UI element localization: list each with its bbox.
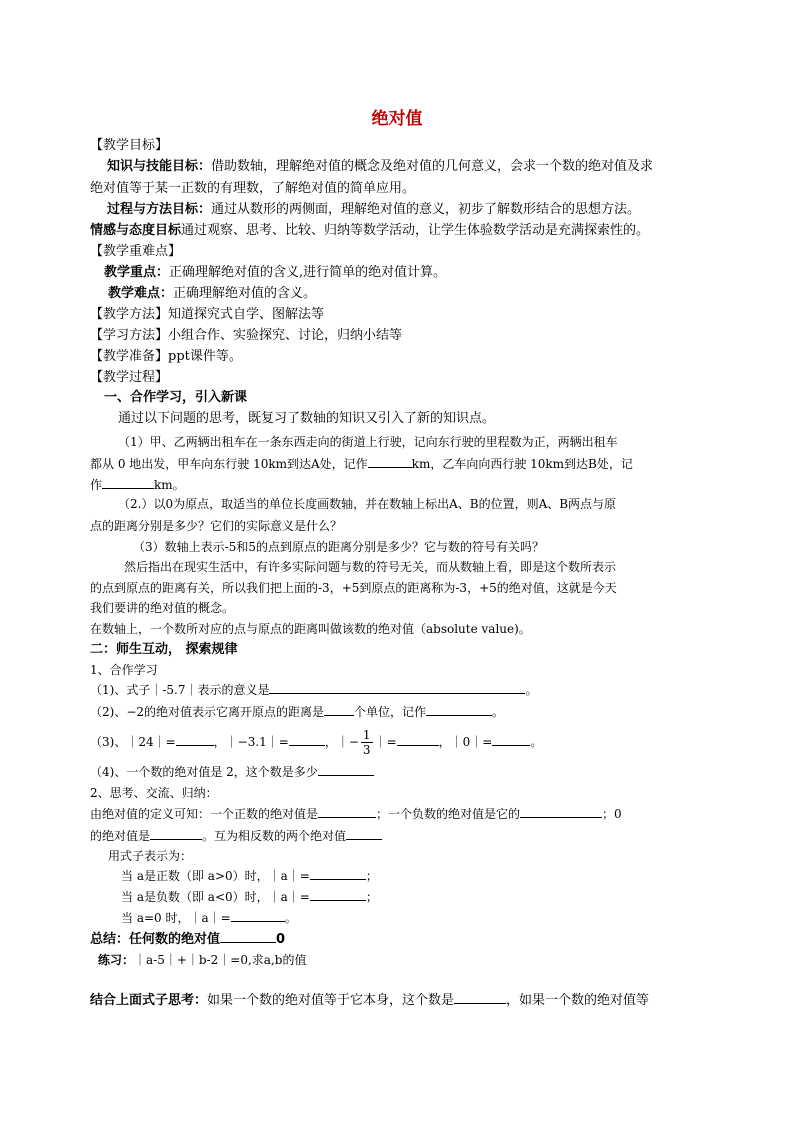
goal1-text-cont: 绝对值等于某一正数的有理数，了解绝对值的简单应用。 — [90, 181, 416, 196]
e2-end: 。 — [492, 705, 505, 719]
blank-e1 — [269, 681, 525, 694]
formula-2 — [121, 888, 733, 906]
e3-text-e: ，｜0｜= — [438, 735, 493, 749]
question-1-cont — [90, 455, 702, 473]
goals-header: 【教学目标】 — [90, 138, 169, 153]
blank-r2a — [150, 827, 202, 840]
blank-b — [102, 476, 154, 489]
diff-line — [108, 285, 720, 303]
blank-r1a — [318, 805, 376, 818]
blank-e3a — [176, 733, 214, 746]
exercise-1 — [90, 681, 702, 699]
exercise-4 — [90, 763, 702, 781]
page-title: 绝对值 — [371, 109, 423, 129]
think-line — [90, 991, 702, 1010]
goal1-label: 知识与技能目标： — [107, 159, 212, 174]
diff-label: 教学难点： — [108, 286, 174, 301]
prep-label: 【教学准备】 — [90, 349, 169, 364]
summary-text: 总结：任何数的绝对值 — [90, 932, 221, 947]
blank-f3 — [231, 909, 285, 922]
f1-end: ； — [365, 869, 378, 883]
subsection-1: 1、合作学习 — [90, 663, 158, 677]
practice-text: ｜a-5｜+｜b-2｜=0,求a,b的值 — [134, 953, 307, 967]
f1-text: 当 a是正数（即 a>0）时，｜a｜= — [121, 869, 310, 883]
blank-summary — [220, 930, 276, 943]
question-2: （2.）以0为原点，取适当的单位长度画数轴，并在数轴上标出A、B的位置，则A、B两点与原 — [118, 497, 617, 511]
fraction-numerator: 1 — [362, 728, 371, 742]
formula-3 — [121, 909, 733, 927]
paragraph-1: 然后指出在现实生活中，有许多实际问题与数的符号无关，而从数轴上看，即是这个数所表示 — [124, 560, 617, 574]
blank-e2b — [426, 703, 492, 716]
e4-text: （4)、一个数的绝对值是 2，这个数是多少 — [90, 765, 318, 779]
r1-text-c: ；0 — [602, 807, 622, 821]
key-text: 正确理解绝对值的含义,进行简单的绝对值计算。 — [169, 265, 447, 280]
think-label: 结合上面式子思考： — [90, 993, 208, 1008]
part1-intro: 通过以下问题的思考，既复习了数轴的知识又引入了新的知识点。 — [118, 411, 496, 426]
diff-text: 正确理解绝对值的含义。 — [173, 286, 317, 301]
blank-r2b — [346, 827, 382, 840]
q1-text-a: 都从 0 地出发，甲车向东行驶 10km到达A处，记作 — [90, 457, 368, 471]
question-1-end — [90, 476, 702, 494]
goal1-line — [107, 158, 719, 176]
method-line: 【教学方法】知道探究式自学、图解法等 — [90, 307, 325, 322]
blank-e2a — [324, 703, 354, 716]
exercise-2 — [90, 703, 702, 721]
q1-text-d: km。 — [154, 478, 185, 492]
goal2-label: 过程与方法目标： — [107, 202, 212, 217]
subsection-2: 2、思考、交流、归纳： — [90, 786, 218, 800]
practice-label: 练习： — [98, 953, 135, 967]
e2-text-b: 个单位，记作 — [354, 705, 427, 719]
blank-e3d — [492, 733, 530, 746]
key-label: 教学重点： — [104, 265, 170, 280]
blank-a — [368, 455, 412, 468]
r2-text-a: 的绝对值是 — [90, 829, 151, 843]
question-3: （3）数轴上表示-5和5的点到原点的距离分别是多少？它与数的符号有关吗？ — [133, 540, 544, 554]
question-2-cont: 点的距离分别是多少？它们的实际意义是什么？ — [90, 519, 343, 533]
blank-e4 — [318, 763, 374, 776]
r1-text-a: 由绝对值的定义可知：一个正数的绝对值是 — [90, 807, 319, 821]
fraction-denominator: 3 — [362, 743, 371, 757]
e3-end: 。 — [530, 735, 543, 749]
goal2-line — [107, 201, 719, 219]
e3-text-a: （3)、｜24｜= — [90, 735, 176, 749]
e1-end: 。 — [525, 683, 538, 697]
r1-text-b: ；一个负数的绝对值是它的 — [376, 807, 521, 821]
rule-1 — [90, 805, 702, 823]
prep-line — [90, 348, 702, 366]
f2-text: 当 a是负数（即 a<0）时，｜a｜= — [121, 890, 310, 904]
goal3-line — [90, 222, 702, 240]
paragraph-1-cont: 的点到原点的距离有关，所以我们把上面的-3，+5到原点的距离称为-3，+5的绝对值，这就是今天 — [90, 581, 617, 595]
e3-text-c: ，｜− — [324, 735, 359, 749]
q1-text-b: km，乙车向向西行驶 10km到达B处，记 — [411, 457, 633, 471]
blank-r1b — [520, 805, 602, 818]
formula-intro: 用式子表示为： — [108, 849, 193, 863]
think-text-b: ，如果一个数的绝对值等 — [506, 993, 650, 1008]
practice — [98, 951, 710, 969]
question-1: （1）甲、乙两辆出租车在一条东西走向的街道上行驶，记向东行驶的里程数为正，两辆出租车 — [118, 435, 618, 449]
goal3-text: 通过观察、思考、比较、归纳等数学活动，让学生体验数学活动是充满探索性的。 — [181, 223, 650, 238]
q1-text-c: 作 — [90, 478, 103, 492]
key-line — [104, 264, 716, 282]
blank-f2 — [310, 888, 366, 901]
blank-f1 — [310, 867, 366, 880]
goal3-label: 情感与态度目标 — [90, 223, 182, 238]
summary — [90, 930, 702, 949]
e1-text: （1)、式子｜-5.7｜表示的意义是 — [90, 683, 270, 697]
formula-1 — [121, 867, 733, 885]
process-header: 【教学过程】 — [90, 370, 169, 385]
paragraph-1-end: 我们要讲的绝对值的概念。 — [90, 601, 235, 615]
think-text-a: 如果一个数的绝对值等于它本身，这个数是 — [207, 993, 455, 1008]
f2-end: ； — [365, 890, 378, 904]
f3-text: 当 a=0 时，｜a｜= — [121, 911, 231, 925]
summary-end: 0 — [276, 932, 286, 947]
learn-line: 【学习方法】小组合作、实验探究、讨论，归纳小结等 — [90, 328, 403, 343]
blank-think — [454, 991, 506, 1004]
part1-title: 一、合作学习，引入新课 — [104, 390, 248, 405]
exercise-3 — [90, 722, 702, 762]
f3-end: 。 — [284, 911, 297, 925]
r2-text-b: 。互为相反数的两个绝对值 — [202, 829, 347, 843]
part2-title: 二：师生互动， 探索规律 — [90, 642, 238, 657]
e3-text-d: ｜= — [374, 735, 397, 749]
prep-text: ppt课件等。 — [168, 349, 242, 364]
blank-e3b — [289, 733, 325, 746]
goal1-text: 借助数轴，理解绝对值的概念及绝对值的几何意义，会求一个数的绝对值及求 — [211, 159, 654, 174]
fraction-one-third — [361, 728, 373, 757]
blank-e3c — [397, 733, 439, 746]
e2-text: （2)、−2的绝对值表示它离开原点的距离是 — [90, 705, 325, 719]
goal2-text: 通过从数形的两侧面，理解绝对值的意义，初步了解数形结合的思想方法。 — [211, 202, 641, 217]
e3-text-b: ，｜−3.1｜= — [213, 735, 289, 749]
key-header: 【教学重难点】 — [90, 244, 182, 259]
rule-2 — [90, 827, 702, 845]
definition: 在数轴上，一个数所对应的点与原点的距离叫做该数的绝对值（absolute value)。 — [90, 622, 531, 636]
